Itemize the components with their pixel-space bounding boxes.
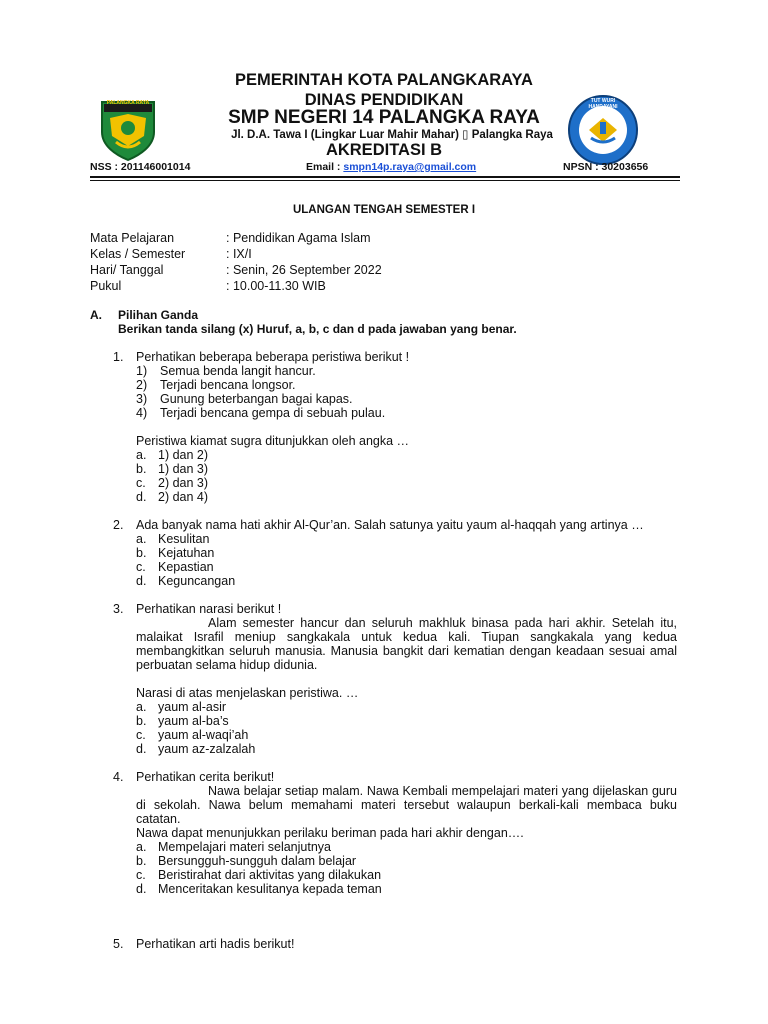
q1-option-letter[interactable]: b. xyxy=(136,462,147,476)
q2-option: Kesulitan xyxy=(158,532,210,546)
q1-option-letter[interactable]: c. xyxy=(136,476,146,490)
q4-narrative: Nawa belajar setiap malam. Nawa Kembali mempelajari materi yang dijelaskan guru di sekolah. Nawa belum memahami materi tersebut walaupun berkali-kali membaca buku catatan. xyxy=(136,784,677,826)
q1-event: Terjadi bencana gempa di sebuah pulau. xyxy=(160,406,386,420)
q3-option: yaum al-ba’s xyxy=(158,714,229,728)
header-department: DINAS PENDIDIKAN xyxy=(304,91,464,109)
info-label-date: Hari/ Tanggal xyxy=(90,263,164,277)
q3-narrative: Alam semester hancur dan seluruh makhluk binasa pada hari akhir. Setelah itu, malaikat Israfil meniup sangkakala untuk kedua kali. Tiupan sangkakala yang kedua membangkitkan seluruh manusia. Manusia bangkit dari kematian dengan keadaan sesuai amal perbuatan selama hidup didunia. xyxy=(136,616,677,672)
info-label-time: Pukul xyxy=(90,279,122,293)
q4-option-letter[interactable]: c. xyxy=(136,868,146,882)
q1-event: Gunung beterbangan bagai kapas. xyxy=(160,392,353,406)
q1-event-num: 1) xyxy=(136,364,148,378)
q1-text: Perhatikan beberapa beberapa peristiwa berikut ! xyxy=(136,350,410,364)
header-divider-top xyxy=(90,176,680,178)
q3-option-letter[interactable]: b. xyxy=(136,714,147,728)
header-government: PEMERINTAH KOTA PALANGKARAYA xyxy=(235,71,533,89)
q4-option: Beristirahat dari aktivitas yang dilakukan xyxy=(158,868,382,882)
q4-number: 4. xyxy=(113,770,124,784)
header-divider-bottom xyxy=(90,180,680,181)
info-label-subject: Mata Pelajaran xyxy=(90,231,175,245)
header-accreditation: AKREDITASI B xyxy=(325,141,443,159)
q4-option-letter[interactable]: b. xyxy=(136,854,147,868)
header-address: Jl. D.A. Tawa I (Lingkar Luar Mahir Mahar) ▯ Palangka Raya xyxy=(231,129,553,141)
q1-option: 2) dan 3) xyxy=(158,476,209,490)
q2-option-letter[interactable]: b. xyxy=(136,546,147,560)
email-link[interactable]: smpn14p.raya@gmail.com xyxy=(343,161,477,173)
city-logo-text: PALANGKA RAYA xyxy=(106,100,150,106)
q2-option-letter[interactable]: c. xyxy=(136,560,146,574)
q3-option: yaum az-zalzalah xyxy=(158,742,256,756)
q2-text: Ada banyak nama hati akhir Al-Qur’an. Salah satunya yaitu yaum al-haqqah yang artinya … xyxy=(136,518,644,532)
q3-option-letter[interactable]: d. xyxy=(136,742,147,756)
q1-question: Peristiwa kiamat sugra ditunjukkan oleh angka … xyxy=(136,434,410,448)
q4-option-letter[interactable]: d. xyxy=(136,882,147,896)
q3-option-letter[interactable]: a. xyxy=(136,700,147,714)
q1-option: 2) dan 4) xyxy=(158,490,209,504)
tut-wuri-handayani-text: TUT WURI HANDAYANI xyxy=(588,98,618,110)
section-letter: A. xyxy=(90,308,102,322)
q3-option-letter[interactable]: c. xyxy=(136,728,146,742)
email-label: Email : xyxy=(306,161,344,173)
q1-option: 1) dan 3) xyxy=(158,462,209,476)
q2-option: Kepastian xyxy=(158,560,214,574)
q3-option: yaum al-waqi’ah xyxy=(158,728,249,742)
header-email-line xyxy=(306,161,476,173)
q4-option-letter[interactable]: a. xyxy=(136,840,147,854)
q1-event: Semua benda langit hancur. xyxy=(160,364,316,378)
info-value-subject: : Pendidikan Agama Islam xyxy=(226,231,371,245)
q5-text: Perhatikan arti hadis berikut! xyxy=(136,937,295,951)
info-label-class: Kelas / Semester xyxy=(90,247,186,261)
q3-question: Narasi di atas menjelaskan peristiwa. … xyxy=(136,686,359,700)
q1-option-letter[interactable]: a. xyxy=(136,448,147,462)
q4-question: Nawa dapat menunjukkan perilaku beriman pada hari akhir dengan…. xyxy=(136,826,524,840)
header-school-name: SMP NEGERI 14 PALANGKA RAYA xyxy=(228,107,540,128)
section-title: Pilihan Ganda xyxy=(118,308,199,322)
q2-option-letter[interactable]: d. xyxy=(136,574,147,588)
q5-number: 5. xyxy=(113,937,124,951)
q3-number: 3. xyxy=(113,602,124,616)
q4-option: Menceritakan kesulitanya kepada teman xyxy=(158,882,382,896)
info-value-time: : 10.00-11.30 WIB xyxy=(226,279,326,293)
q1-number: 1. xyxy=(113,350,124,364)
q4-text: Perhatikan cerita berikut! xyxy=(136,770,275,784)
q4-option: Bersungguh-sungguh dalam belajar xyxy=(158,854,357,868)
q3-option: yaum al-asir xyxy=(158,700,227,714)
q4-option: Mempelajari materi selanjutnya xyxy=(158,840,331,854)
q1-event-num: 4) xyxy=(136,406,148,420)
q2-option-letter[interactable]: a. xyxy=(136,532,147,546)
q1-event: Terjadi bencana longsor. xyxy=(160,378,296,392)
q1-event-num: 2) xyxy=(136,378,148,392)
info-value-class: : IX/I xyxy=(226,247,252,261)
exam-title: ULANGAN TENGAH SEMESTER I xyxy=(292,204,476,216)
q2-option: Keguncangan xyxy=(158,574,236,588)
header-npsn: NPSN : 30203656 xyxy=(563,161,649,173)
q2-number: 2. xyxy=(113,518,124,532)
q1-option: 1) dan 2) xyxy=(158,448,209,462)
q1-event-num: 3) xyxy=(136,392,148,406)
q2-option: Kejatuhan xyxy=(158,546,215,560)
section-instruction: Berikan tanda silang (x) Huruf, a, b, c dan d pada jawaban yang benar. xyxy=(118,322,517,336)
q1-option-letter[interactable]: d. xyxy=(136,490,147,504)
q3-text: Perhatikan narasi berikut ! xyxy=(136,602,282,616)
header-nss: NSS : 201146001014 xyxy=(90,161,191,173)
info-value-date: : Senin, 26 September 2022 xyxy=(226,263,382,277)
